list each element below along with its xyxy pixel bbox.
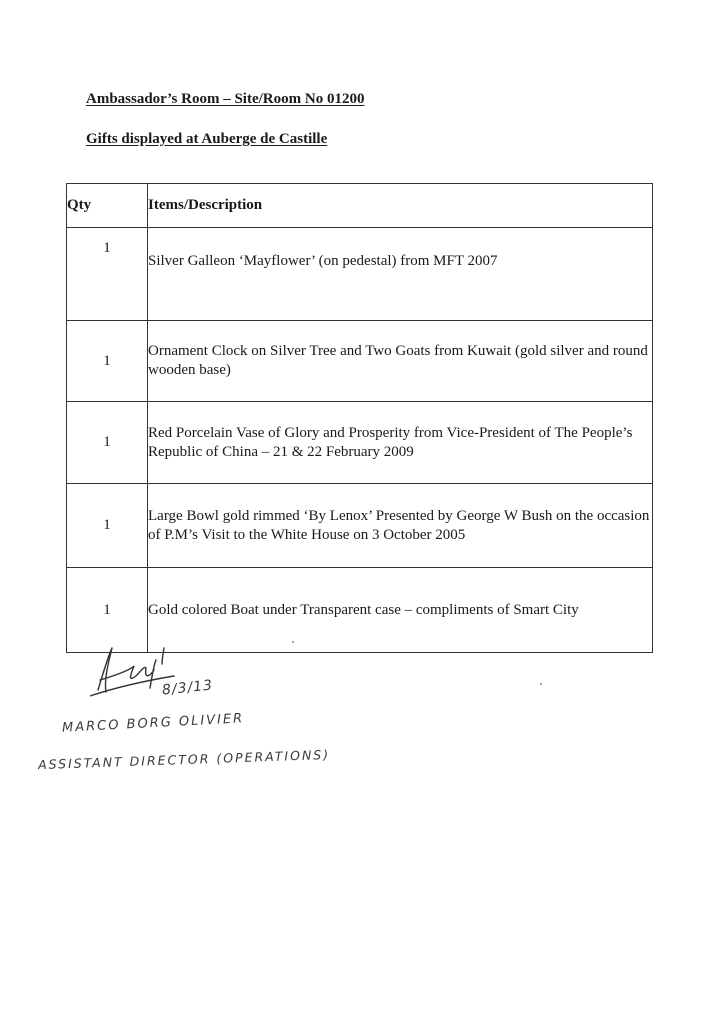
room-heading: Ambassador’s Room – Site/Room No 01200	[86, 91, 365, 107]
gifts-table	[66, 183, 653, 653]
gifts-heading: Gifts displayed at Auberge de Castille	[86, 131, 328, 147]
qty-cell: 1	[67, 402, 148, 484]
qty-cell: 1	[67, 484, 148, 568]
signatory-name: MARCO BORG OLIVIER	[61, 711, 245, 736]
scan-speck	[292, 641, 294, 643]
qty-column-header: Qty	[67, 184, 148, 228]
description-cell: Gold colored Boat under Transparent case – compliments of Smart City	[148, 568, 653, 653]
description-cell: Large Bowl gold rimmed ‘By Lenox’ Presented by George W Bush on the occasion of P.M’s Visit to the White House on 3 October 2005	[148, 484, 653, 568]
table-row	[67, 321, 653, 402]
description-cell: Red Porcelain Vase of Glory and Prosperity from Vice-President of The People’s Republic of China – 21 & 22 February 2009	[148, 402, 653, 484]
signature-date: 8/3/13	[161, 677, 214, 699]
description-column-header: Items/Description	[148, 184, 653, 228]
description-cell: Silver Galleon ‘Mayflower’ (on pedestal) from MFT 2007	[148, 228, 653, 321]
scan-speck	[540, 683, 542, 685]
signatory-title: ASSISTANT DIRECTOR (OPERATIONS)	[37, 746, 331, 773]
qty-cell: 1	[67, 228, 148, 321]
table-header-row	[67, 184, 653, 228]
qty-cell: 1	[67, 568, 148, 653]
table-row	[67, 228, 653, 321]
description-cell: Ornament Clock on Silver Tree and Two Goats from Kuwait (gold silver and round wooden base)	[148, 321, 653, 402]
table-row	[67, 402, 653, 484]
qty-cell: 1	[67, 321, 148, 402]
table-row	[67, 484, 653, 568]
